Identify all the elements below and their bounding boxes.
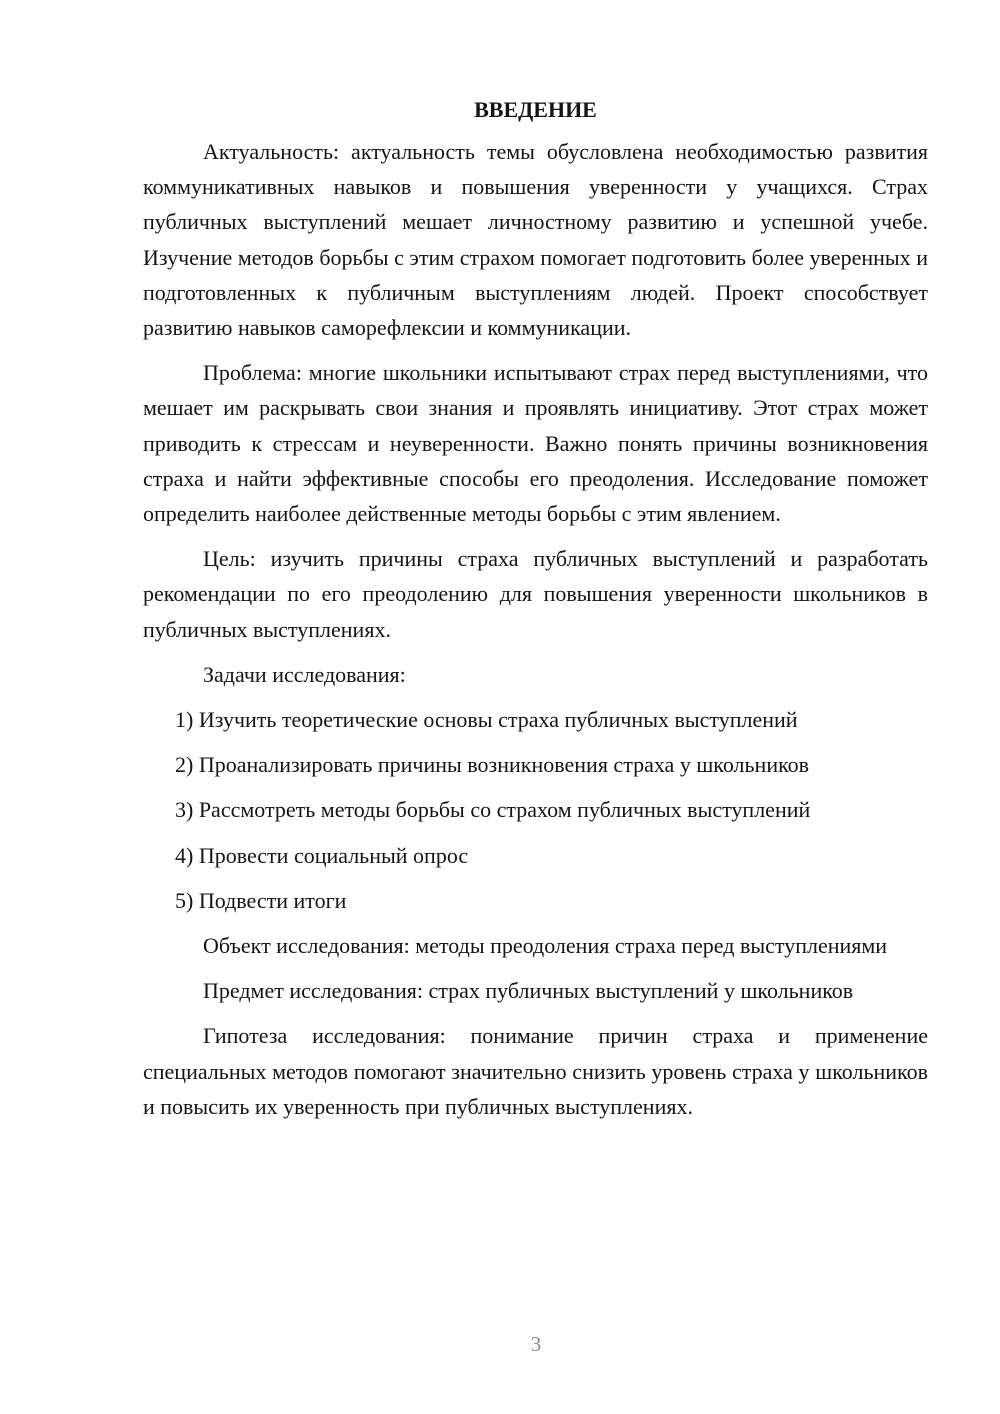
task-item: 2) Проанализировать причины возникновения страха у школьников	[175, 752, 810, 778]
relevance-paragraph: Актуальность: актуальность темы обусловлена необходимостью развития коммуникативных навыков и повышения уверенности у учащихся. Страх публичных выступлений мешает личностному развитию и успешной учебе. Изучение методов борьбы с этим страхом помогает подготовить более уверенных и подготовленных к публичным выступлениям людей. Проект способствует развитию навыков саморефлексии и коммуникации.	[143, 139, 928, 341]
tasks-list	[143, 702, 928, 918]
task-item: 1) Изучить теоретические основы страха публичных выступлений	[175, 707, 798, 733]
task-item: 5) Подвести итоги	[175, 887, 347, 913]
object-paragraph: Объект исследования: методы преодоления страха перед выступлениями	[203, 933, 888, 959]
goal-paragraph: Цель: изучить причины страха публичных выступлений и разработать рекомендации по его преодолению для повышения уверенности школьников в публичных выступлениях.	[143, 546, 928, 642]
task-item: 4) Провести социальный опрос	[175, 842, 469, 868]
page-number: 3	[530, 1332, 542, 1356]
document-page	[143, 92, 928, 1134]
subject-paragraph: Предмет исследования: страх публичных выступлений у школьников	[203, 978, 854, 1004]
task-item: 3) Рассмотреть методы борьбы со страхом публичных выступлений	[175, 797, 811, 823]
tasks-heading: Задачи исследования:	[203, 661, 406, 687]
problem-paragraph: Проблема: многие школьники испытывают страх перед выступлениями, что мешает им раскрывать свои знания и проявлять инициативу. Этот страх может приводить к стрессам и неуверенности. Важно понять причины возникновения страха и найти эффективные способы его преодоления. Исследование поможет определить наиболее действенные методы борьбы с этим явлением.	[143, 360, 928, 527]
hypothesis-paragraph: Гипотеза исследования: понимание причин страха и применение специальных методов помогают значительно снизить уровень страха у школьников и повысить их уверенность при публичных выступлениях.	[143, 1023, 928, 1119]
section-title: ВВЕДЕНИЕ	[474, 97, 597, 122]
